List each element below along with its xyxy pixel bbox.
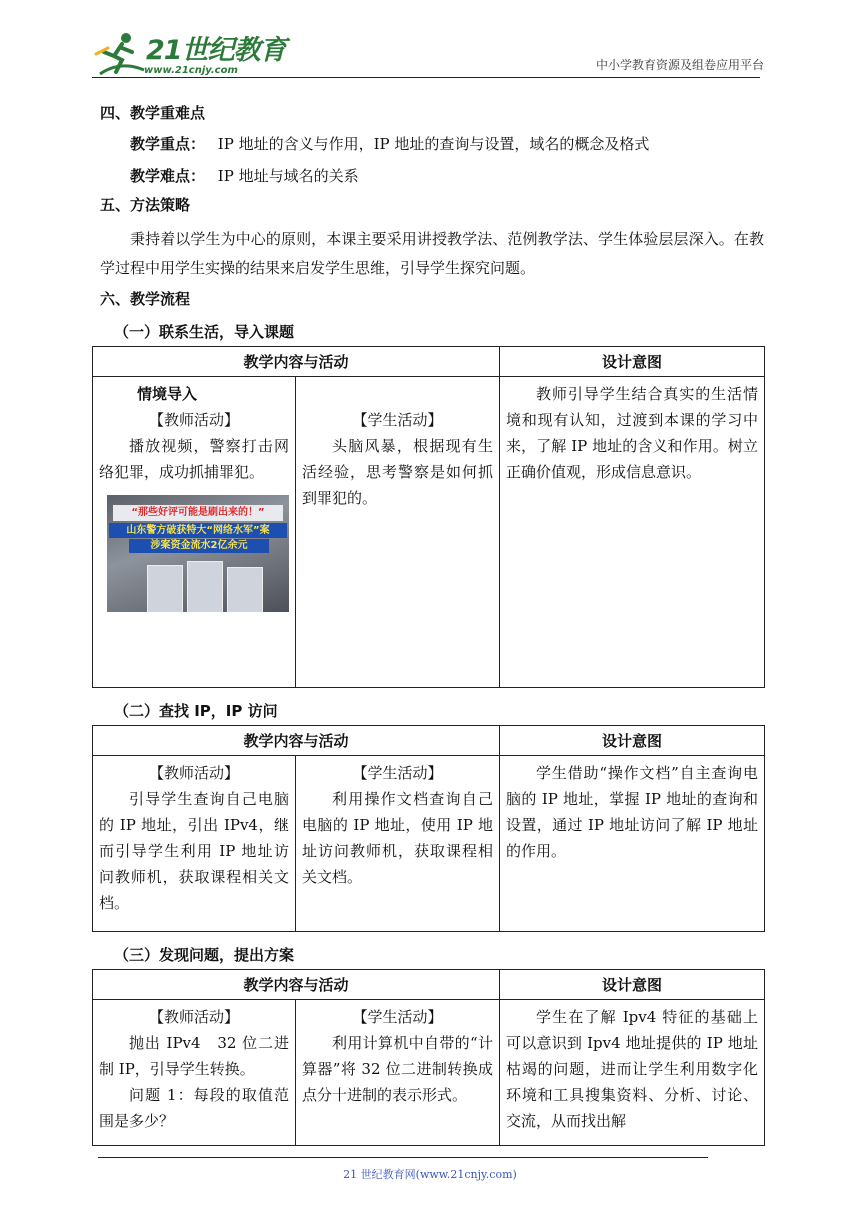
phone-image bbox=[187, 561, 223, 612]
student-activity-label: 【学生活动】 bbox=[352, 764, 443, 782]
logo-url: www.21cnjy.com bbox=[144, 65, 238, 76]
part1-title: （一）联系生活，导入课题 bbox=[114, 323, 295, 341]
header-slogan: 中小学教育资源及组卷应用平台 bbox=[595, 58, 764, 72]
part2-title: （二）查找 IP，IP 访问 bbox=[114, 702, 278, 720]
teacher-activity-label: 【教师活动】 bbox=[148, 1008, 239, 1026]
logo-text: 21世纪教育 bbox=[146, 35, 286, 66]
part2-table bbox=[92, 725, 765, 932]
header-divider bbox=[92, 77, 760, 78]
teacher-activity-label: 【教师活动】 bbox=[148, 764, 239, 782]
teacher-activity-text: 引导学生查询自己电脑的 IP 地址，引出 IPv4，继而引导学生利用 IP 地址访问教师机，获取课程相关文档。 bbox=[99, 790, 289, 912]
design-intent-text: 学生在了解 Ipv4 特征的基础上可以意识到 Ipv4 地址提供的 IP 地址枯竭的问题，进而让学生利用数字化环境和工具搜集资料、分析、讨论、交流，从而找出解 bbox=[506, 1008, 759, 1130]
part1-teacher-cell bbox=[93, 377, 296, 688]
phone-image bbox=[227, 567, 263, 612]
part1-student-cell bbox=[296, 377, 500, 688]
part3-title: （三）发现问题，提出方案 bbox=[114, 946, 295, 964]
student-activity-text: 利用计算机中自带的“计算器”将 32 位二进制转换成点分十进制的表示形式。 bbox=[302, 1034, 494, 1104]
teacher-activity-text: 播放视频，警察打击网络犯罪，成功抓捕罪犯。 bbox=[99, 437, 289, 481]
footer-link[interactable]: 21 世纪教育网(www.21cnjy.com) bbox=[343, 1168, 517, 1181]
design-intent-text: 学生借助“操作文档”自主查询电脑的 IP 地址，掌握 IP 地址的查询和设置，通过 IP 地址访问了解 IP 地址的作用。 bbox=[506, 764, 759, 860]
student-activity-text: 头脑风暴，根据现有生活经验，思考警察是如何抓到罪犯的。 bbox=[302, 437, 494, 507]
student-activity-label: 【学生活动】 bbox=[352, 411, 443, 429]
phone-image bbox=[147, 565, 183, 612]
key-points-text: IP 地址的含义与作用，IP 地址的查询与设置，域名的概念及格式 bbox=[217, 135, 650, 153]
key-points-label: 教学重点： bbox=[130, 135, 206, 153]
student-activity-text: 利用操作文档查询自己电脑的 IP 地址，使用 IP 地址访问教师机，获取课程相关文档。 bbox=[302, 790, 494, 886]
student-activity-label: 【学生活动】 bbox=[352, 1008, 443, 1026]
part1-col-header-intent: 设计意图 bbox=[500, 347, 765, 377]
key-points-row bbox=[130, 130, 770, 159]
video-caption-1: “那些好评可能是刷出来的！” bbox=[113, 505, 283, 521]
site-logo bbox=[92, 26, 292, 82]
part2-col-header-intent: 设计意图 bbox=[500, 726, 765, 756]
part1-intent-cell bbox=[500, 377, 765, 688]
difficult-points-label: 教学难点： bbox=[130, 167, 206, 185]
part2-student-cell bbox=[296, 756, 500, 932]
runner-logo-icon bbox=[92, 30, 148, 82]
teacher-activity-text-1: 抛出 IPv4 32 位二进制 IP，引导学生转换。 bbox=[99, 1034, 289, 1078]
part2-intent-cell bbox=[500, 756, 765, 932]
difficult-points-text: IP 地址与域名的关系 bbox=[217, 167, 359, 185]
difficult-points-row bbox=[130, 162, 770, 191]
part3-table bbox=[92, 969, 765, 1146]
scenario-intro-label: 情境导入 bbox=[137, 385, 198, 403]
part3-col-header-intent: 设计意图 bbox=[500, 970, 765, 1000]
method-paragraph: 秉持着以学生为中心的原则，本课主要采用讲授教学法、范例教学法、学生体验层层深入。在教学过程中用学生实操的结果来启发学生思维，引导学生探究问题。 bbox=[100, 230, 764, 277]
part3-student-cell bbox=[296, 1000, 500, 1146]
video-caption-3: 涉案资金流水2亿余元 bbox=[129, 539, 269, 553]
part2-col-header-activities: 教学内容与活动 bbox=[93, 726, 500, 756]
part2-teacher-cell bbox=[93, 756, 296, 932]
design-intent-text: 教师引导学生结合真实的生活情境和现有认知，过渡到本课的学习中来，了解 IP 地址的含义和作用。树立正确价值观，形成信息意识。 bbox=[506, 385, 759, 481]
part1-col-header-activities: 教学内容与活动 bbox=[93, 347, 500, 377]
section5-title: 五、方法策略 bbox=[100, 196, 191, 214]
section4-title: 四、教学重难点 bbox=[100, 104, 206, 122]
part3-teacher-cell bbox=[93, 1000, 296, 1146]
teacher-activity-label: 【教师活动】 bbox=[148, 411, 239, 429]
part3-col-header-activities: 教学内容与活动 bbox=[93, 970, 500, 1000]
video-caption-2: 山东警方破获特大“网络水军”案 bbox=[109, 523, 287, 538]
part1-table bbox=[92, 346, 765, 688]
teacher-activity-text-2: 问题 1：每段的取值范围是多少？ bbox=[99, 1086, 289, 1130]
video-thumbnail[interactable] bbox=[107, 495, 289, 612]
section6-title: 六、教学流程 bbox=[100, 290, 191, 308]
footer-divider bbox=[98, 1157, 708, 1158]
part3-intent-cell bbox=[500, 1000, 765, 1146]
